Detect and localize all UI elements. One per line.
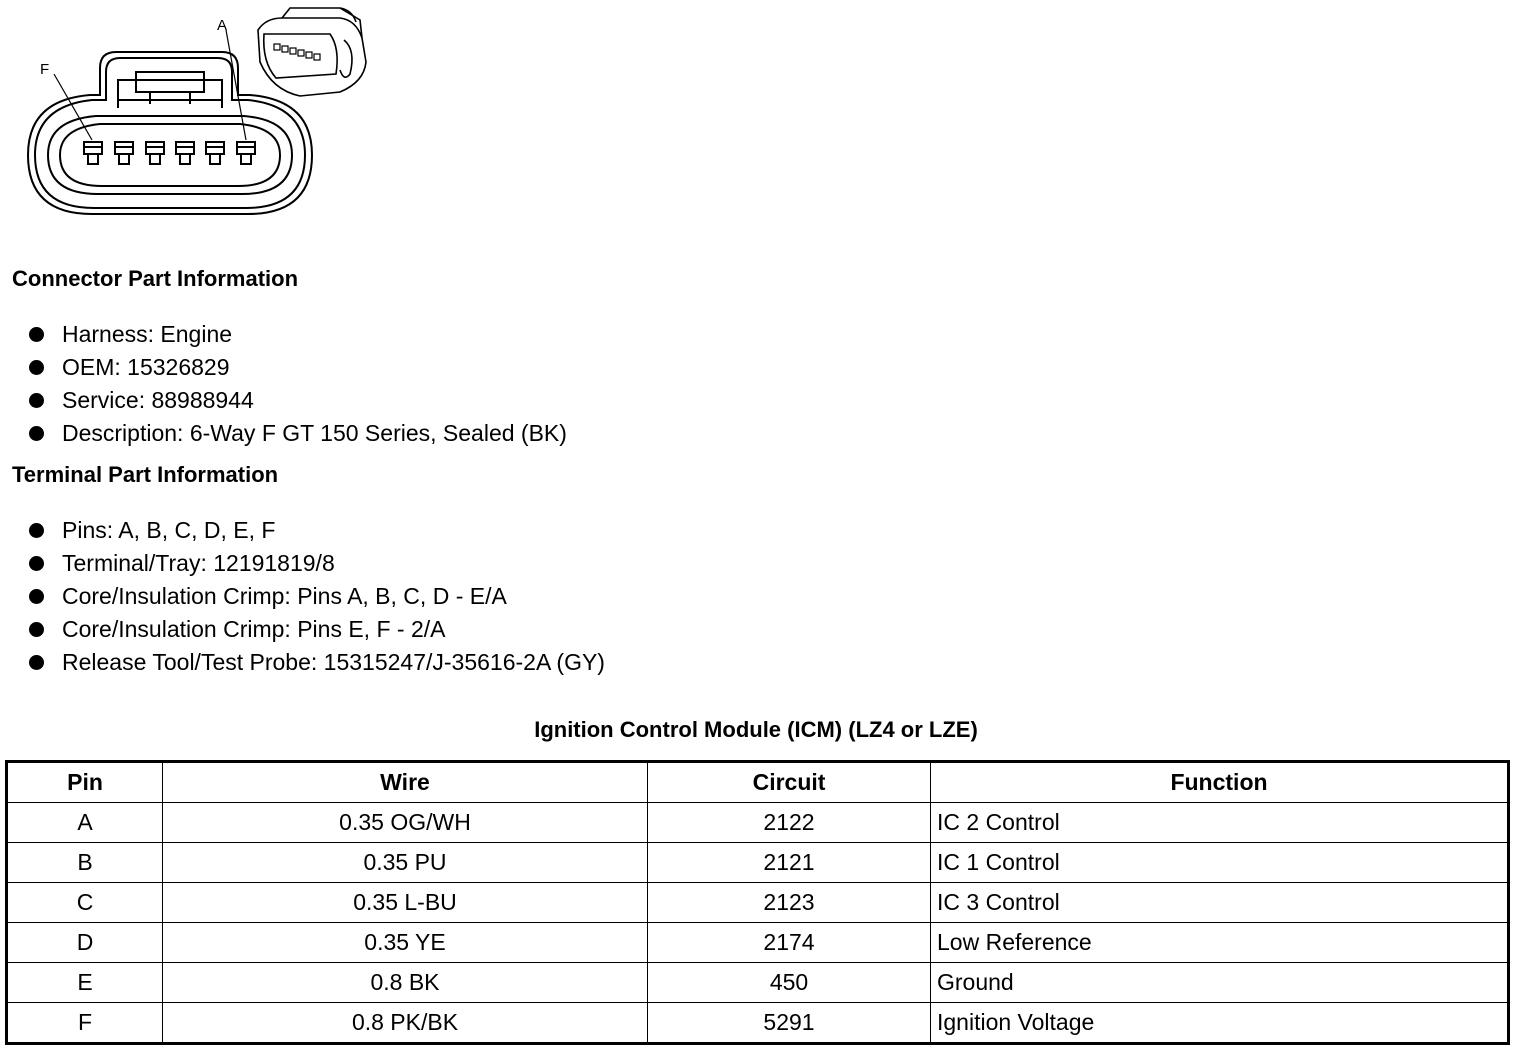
bullet-icon	[29, 556, 44, 571]
circuit-cell: 2123	[648, 883, 931, 923]
pin-cell: B	[7, 843, 163, 883]
pin-cell: C	[7, 883, 163, 923]
pin-cell: E	[7, 963, 163, 1003]
bullet-icon	[29, 360, 44, 375]
table-row	[7, 803, 1509, 843]
function-cell: Low Reference	[931, 923, 1509, 963]
terminal-cavity	[206, 142, 224, 164]
list-item: Harness: Engine	[0, 318, 567, 351]
list-item: Service: 88988944	[0, 384, 567, 417]
circuit-cell: 2174	[648, 923, 931, 963]
wire-cell: 0.35 OG/WH	[163, 803, 648, 843]
function-cell: Ignition Voltage	[931, 1003, 1509, 1044]
terminal-info-heading: Terminal Part Information	[12, 462, 279, 487]
wire-cell: 0.8 BK	[163, 963, 648, 1003]
list-item: Description: 6-Way F GT 150 Series, Sealed (BK)	[0, 417, 567, 450]
function-cell: IC 1 Control	[931, 843, 1509, 883]
pin-label-f: F	[40, 61, 50, 78]
table-header-row	[7, 762, 1509, 803]
terminal-cavity	[146, 142, 164, 164]
function-cell: IC 3 Control	[931, 883, 1509, 923]
bullet-icon	[29, 589, 44, 604]
terminal-cavity	[237, 142, 255, 164]
terminal-cavity	[115, 142, 133, 164]
circuit-cell: 2122	[648, 803, 931, 843]
function-cell: IC 2 Control	[931, 803, 1509, 843]
list-item: Core/Insulation Crimp: Pins E, F - 2/A	[0, 613, 605, 646]
terminal-info-list	[0, 514, 605, 679]
pin-cell: A	[7, 803, 163, 843]
bullet-icon	[29, 655, 44, 670]
connector-info-heading: Connector Part Information	[12, 266, 299, 291]
circuit-cell: 5291	[648, 1003, 931, 1044]
wire-cell: 0.35 PU	[163, 843, 648, 883]
list-item: Terminal/Tray: 12191819/8	[0, 547, 605, 580]
bullet-icon	[29, 393, 44, 408]
list-item: Release Tool/Test Probe: 15315247/J-35616-2A (GY)	[0, 646, 605, 679]
table-title: Ignition Control Module (ICM) (LZ4 or LZE)	[534, 717, 978, 742]
list-item: OEM: 15326829	[0, 351, 567, 384]
pin-cell: D	[7, 923, 163, 963]
table-row	[7, 1003, 1509, 1044]
pin-cell: F	[7, 1003, 163, 1044]
column-header-wire: Wire	[163, 762, 648, 803]
wire-cell: 0.35 YE	[163, 923, 648, 963]
list-item: Pins: A, B, C, D, E, F	[0, 514, 605, 547]
table-row	[7, 923, 1509, 963]
column-header-pin: Pin	[7, 762, 163, 803]
connector-isometric-view	[258, 8, 366, 96]
terminal-cavity	[176, 142, 194, 164]
column-header-function: Function	[931, 762, 1509, 803]
bullet-icon	[29, 523, 44, 538]
connector-info-list	[0, 318, 567, 450]
table-row	[7, 883, 1509, 923]
connector-diagram	[0, 0, 390, 230]
table-row	[7, 963, 1509, 1003]
wire-cell: 0.35 L-BU	[163, 883, 648, 923]
circuit-cell: 2121	[648, 843, 931, 883]
function-cell: Ground	[931, 963, 1509, 1003]
bullet-icon	[29, 622, 44, 637]
circuit-cell: 450	[648, 963, 931, 1003]
connector-latch	[118, 72, 222, 108]
list-item: Core/Insulation Crimp: Pins A, B, C, D - E/A	[0, 580, 605, 613]
wire-cell: 0.8 PK/BK	[163, 1003, 648, 1044]
pin-label-a: A	[217, 17, 228, 34]
table-row	[7, 843, 1509, 883]
pin-table	[5, 760, 1510, 1045]
column-header-circuit: Circuit	[648, 762, 931, 803]
bullet-icon	[29, 426, 44, 441]
terminal-cavity	[84, 142, 102, 164]
bullet-icon	[29, 327, 44, 342]
